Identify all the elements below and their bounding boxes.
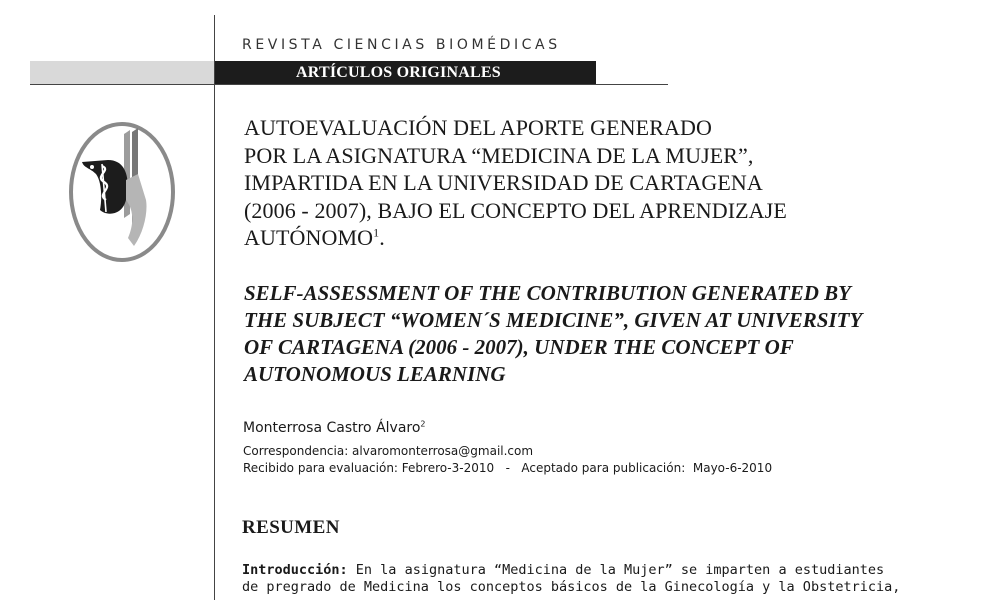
subtitle-line: SELF-ASSESSMENT OF THE CONTRIBUTION GENERATED BY [244,281,852,305]
abstract-line-text: En la asignatura “Medicina de la Mujer” se imparten a estudiantes [347,562,885,578]
article-title [244,114,884,252]
subtitle-line: AUTONOMOUS LEARNING [244,362,506,386]
submission-dates: Recibido para evaluación: Febrero-3-2010 - Aceptado para publicación: Mayo-6-2010 [243,461,773,475]
subtitle-line: OF CARTAGENA (2006 - 2007), UNDER THE CONCEPT OF [244,335,794,359]
header-gray-bar [30,61,214,84]
title-line: AUTÓNOMO [244,225,374,250]
abstract-line: de pregrado de Medicina los conceptos básicos de la Ginecología y la Obstetricia, [242,579,901,595]
header-rule [30,84,668,85]
author-footnote-marker: 2 [420,419,426,429]
title-line: AUTOEVALUACIÓN DEL APORTE GENERADO [244,115,712,140]
subtitle-line: THE SUBJECT “WOMEN´S MEDICINE”, GIVEN AT UNIVERSITY [244,308,863,332]
article-english-title [244,280,884,388]
author-text: Monterrosa Castro Álvaro [243,420,421,436]
abstract-line [242,562,885,579]
section-banner [215,61,596,84]
title-line: POR LA ASIGNATURA “MEDICINA DE LA MUJER”, [244,142,754,168]
intro-label: Introducción: [242,562,348,578]
title-line: IMPARTIDA EN LA UNIVERSIDAD DE CARTAGENA [244,170,763,195]
journal-logo-icon [68,120,176,264]
vertical-rule [214,15,215,600]
correspondence: Correspondencia: alvaromonterrosa@gmail.com [243,444,534,458]
title-footnote-marker: 1 [373,225,380,240]
abstract-body [242,562,901,596]
title-line: (2006 - 2007), BAJO EL CONCEPTO DEL APRENDIZAJE [244,197,787,223]
section-label: ARTÍCULOS ORIGINALES [296,64,501,81]
title-end: . [379,225,385,250]
abstract-heading: RESUMEN [242,517,340,538]
author-name [243,420,426,436]
journal-name: REVISTA CIENCIAS BIOMÉDICAS [242,37,561,53]
